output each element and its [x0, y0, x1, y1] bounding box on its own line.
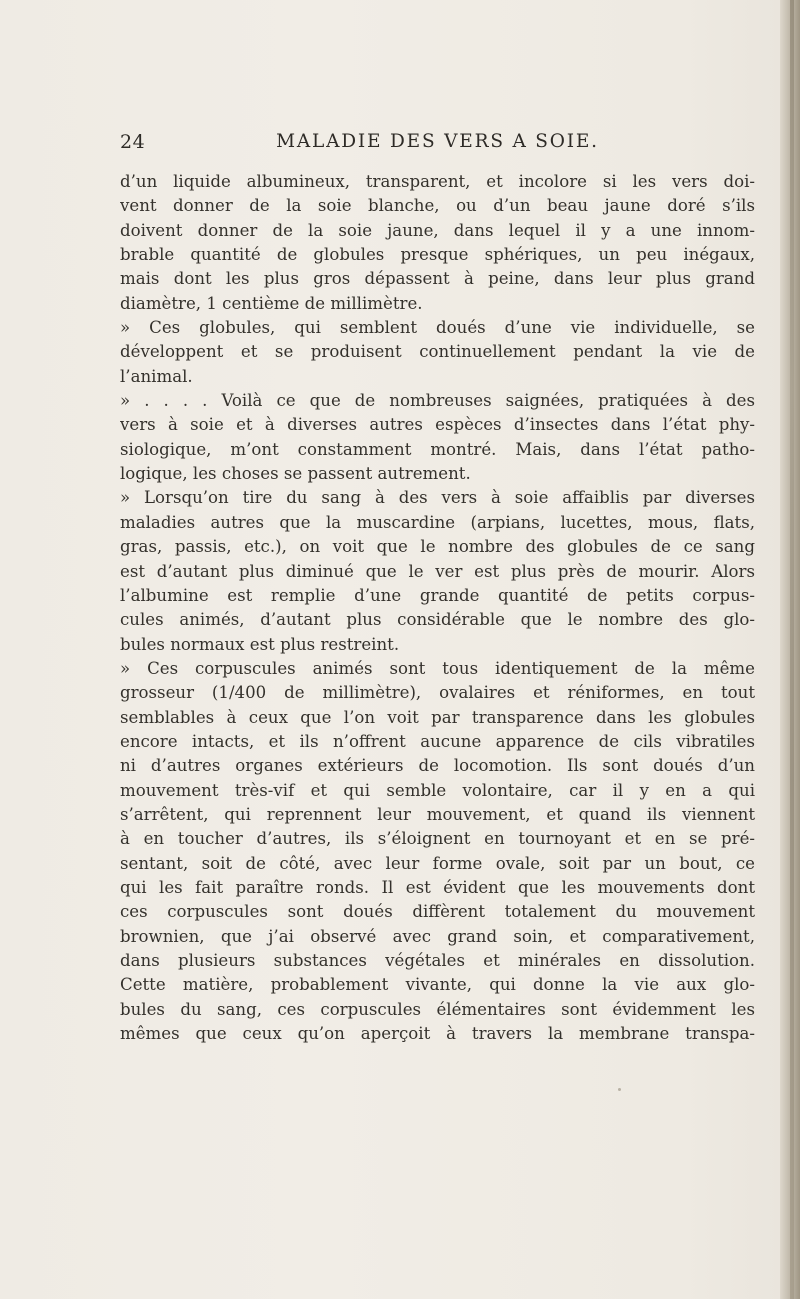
text-line: Cette matière, probablement vivante, qui donne la vie aux glo-: [120, 975, 755, 995]
text-line: vers à soie et à diverses autres espèces d’insectes dans l’état phy-: [120, 415, 755, 435]
text-line: vent donner de la soie blanche, ou d’un beau jaune doré s’ils: [120, 196, 755, 216]
text-line: brownien, que j’ai observé avec grand soin, et comparativement,: [120, 926, 755, 946]
page-header: [120, 131, 755, 155]
text-line: est d’autant plus diminué que le ver est plus près de mourir. Alors: [120, 561, 755, 581]
text-line: développent et se produisent continuellement pendant la vie de: [120, 342, 755, 362]
text-line: dans plusieurs substances végétales et minérales en dissolution.: [120, 951, 755, 970]
text-line: gras, passis, etc.), on voit que le nombre des globules de ce sang: [120, 537, 755, 557]
text-line: » Lorsqu’on tire du sang à des vers à soie affaiblis par diverses: [120, 488, 755, 508]
page-number: 24: [120, 131, 146, 153]
ink-speck: [618, 1088, 621, 1091]
text-line: encore intacts, et ils n’offrent aucune apparence de cils vibratiles: [120, 731, 755, 751]
text-line: mêmes que ceux qu’on aperçoit à travers la membrane transpa-: [120, 1024, 755, 1044]
text-line: à en toucher d’autres, ils s’éloignent en tournoyant et en se pré-: [120, 829, 755, 849]
page-edge-line: [790, 0, 794, 1299]
text-line: ni d’autres organes extérieurs de locomotion. Ils sont doués d’un: [120, 756, 755, 776]
body-text: [120, 170, 755, 1046]
text-line: maladies autres que la muscardine (arpians, lucettes, mous, flats,: [120, 512, 755, 532]
text-line: diamètre, 1 centième de millimètre.: [120, 293, 423, 313]
text-line: mais dont les plus gros dépassent à peine, dans leur plus grand: [120, 269, 755, 289]
text-line: s’arrêtent, qui reprennent leur mouvement, et quand ils viennent: [120, 804, 755, 824]
text-line: d’un liquide albumineux, transparent, et incolore si les vers doi-: [120, 172, 755, 191]
text-line: bules du sang, ces corpuscules élémentaires sont évidemment les: [120, 999, 755, 1019]
text-line: ces corpuscules sont doués diffèrent totalement du mouvement: [120, 902, 755, 922]
text-line: l’albumine est remplie d’une grande quantité de petits corpus-: [120, 585, 755, 605]
text-line: bules normaux est plus restreint.: [120, 634, 400, 654]
text-line: brable quantité de globules presque sphériques, un peu inégaux,: [120, 245, 755, 265]
text-line: mouvement très-vif et qui semble volontaire, car il y en a qui: [120, 780, 755, 800]
text-line: grosseur (1/400 de millimètre), ovalaires et réniformes, en tout: [120, 683, 755, 703]
running-title: MALADIE DES VERS A SOIE.: [276, 131, 599, 152]
text-line: siologique, m’ont constamment montré. Mais, dans l’état patho-: [120, 439, 755, 459]
text-line: cules animés, d’autant plus considérable que le nombre des glo-: [120, 610, 755, 630]
text-line: logique, les choses se passent autrement.: [120, 464, 471, 484]
text-line: l’animal.: [120, 366, 193, 386]
text-line: » Ces corpuscules animés sont tous identiquement de la même: [120, 658, 755, 678]
text-line: semblables à ceux que l’on voit par transparence dans les globules: [120, 707, 755, 727]
text-line: doivent donner de la soie jaune, dans lequel il y a une innom-: [120, 220, 755, 240]
text-line: » . . . . Voilà ce que de nombreuses saignées, pratiquées à des: [120, 391, 755, 411]
text-line: qui les fait paraître ronds. Il est évident que les mouvements dont: [120, 877, 755, 897]
text-line: » Ces globules, qui semblent doués d’une vie individuelle, se: [120, 318, 755, 338]
text-line: sentant, soit de côté, avec leur forme ovale, soit par un bout, ce: [120, 853, 755, 873]
